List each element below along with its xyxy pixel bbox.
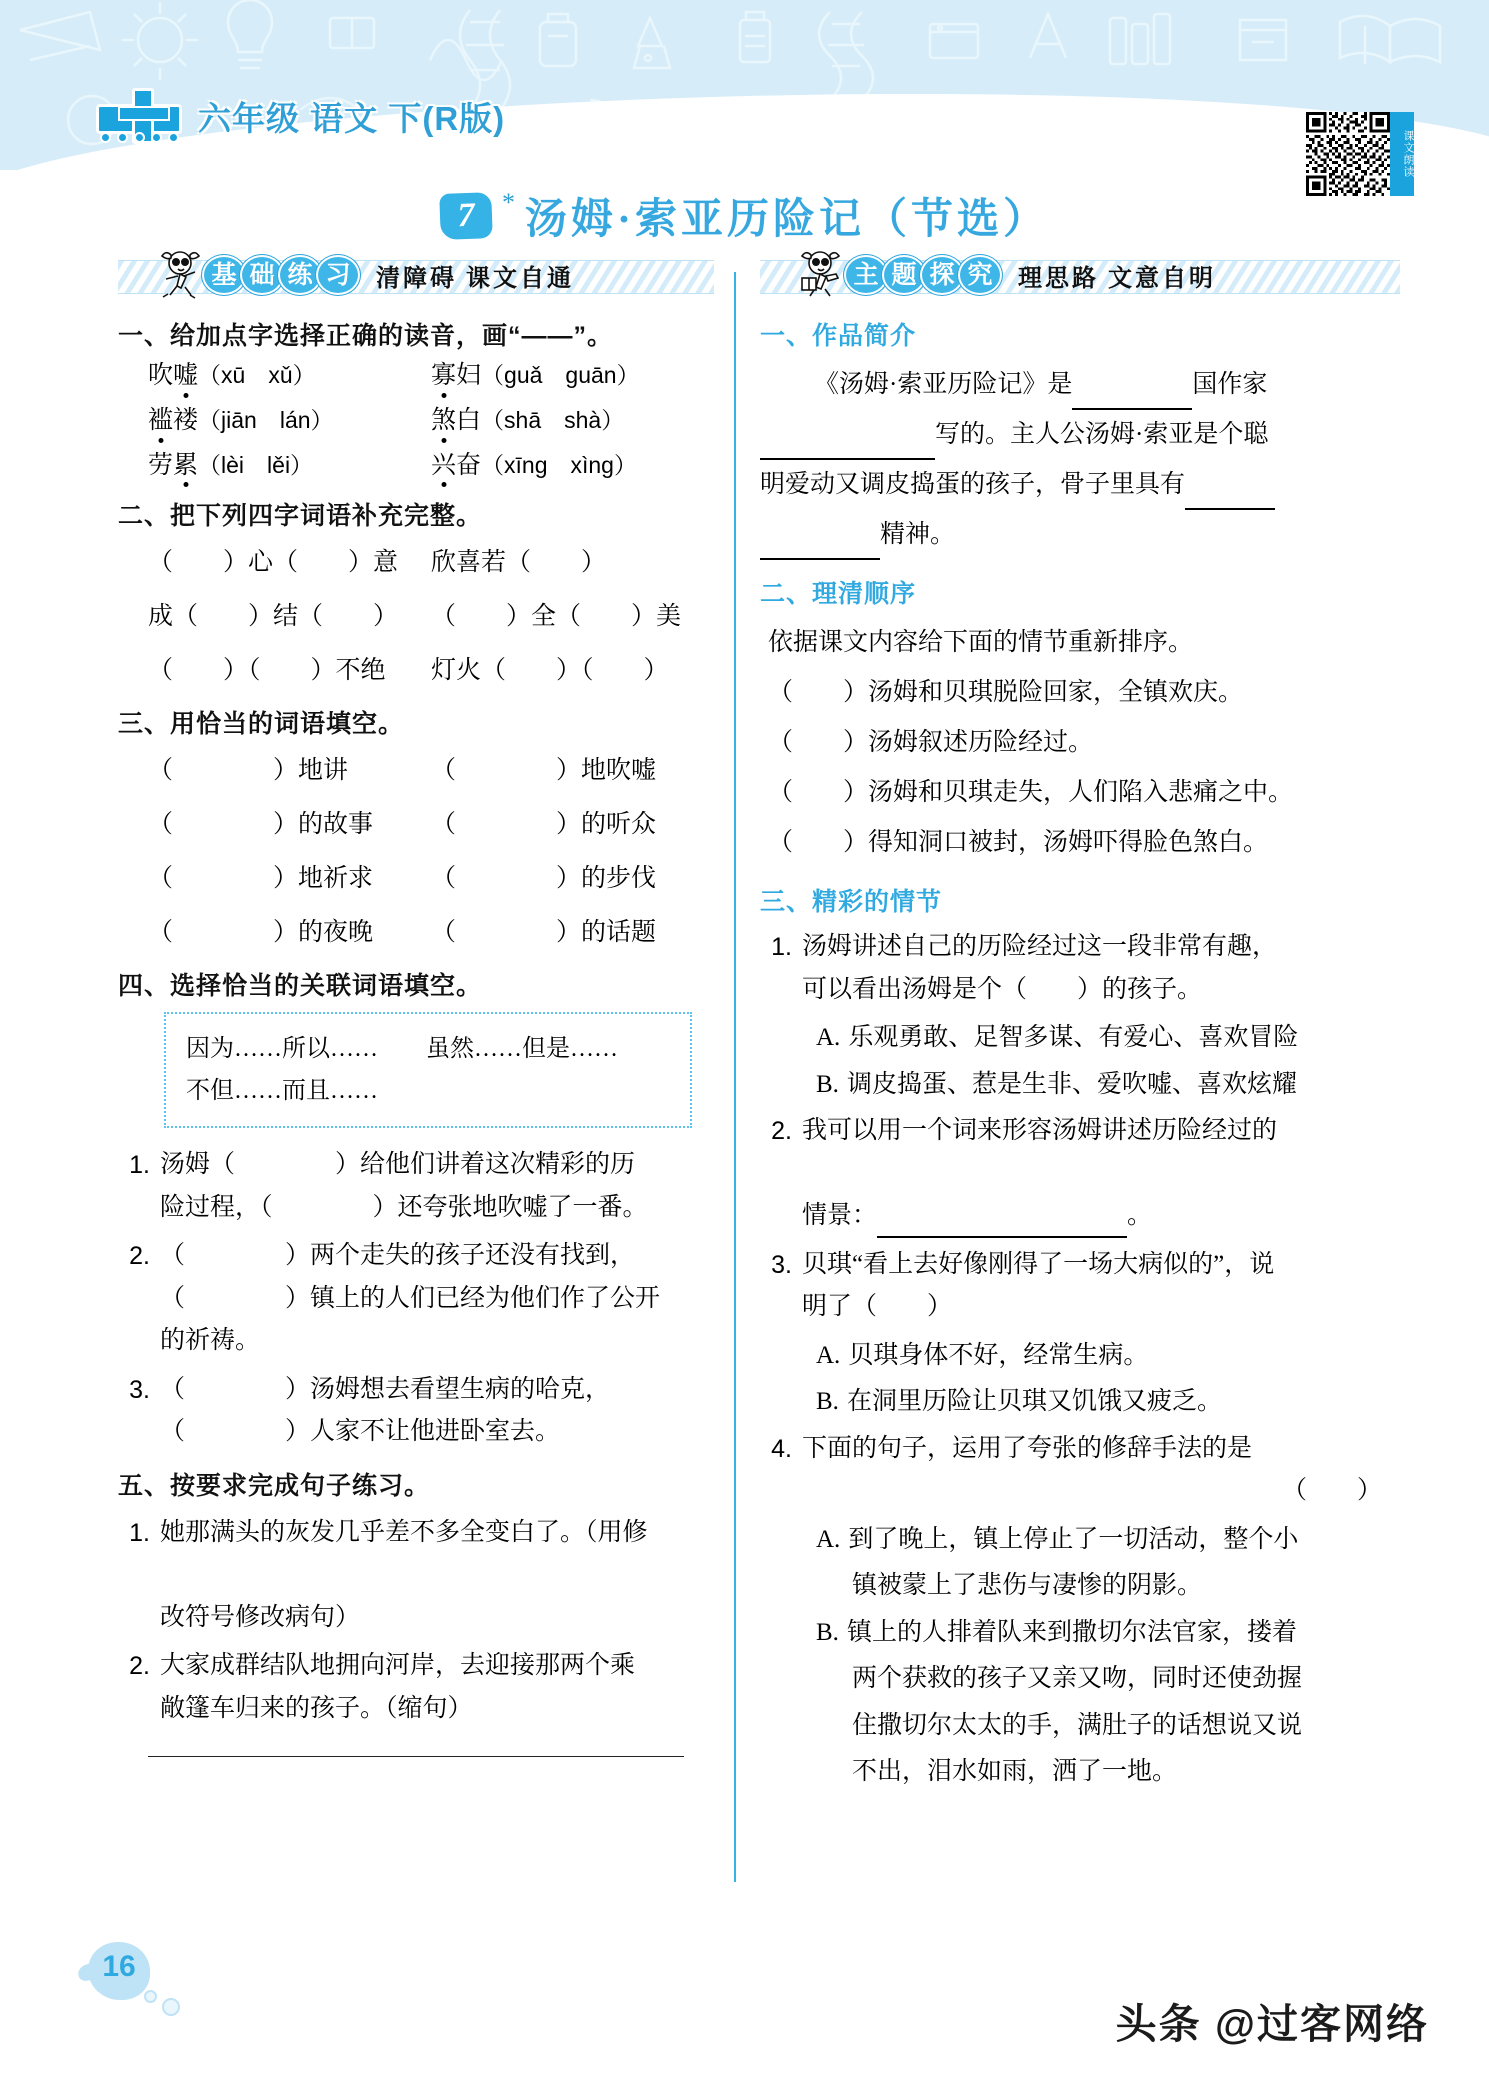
dotted-char: 累 [173,451,199,479]
column-divider [734,272,736,1882]
option-text: 镇上的人排着队来到撒切尔法官家，搂着 [846,1618,1297,1646]
fill-blank[interactable] [1185,508,1275,510]
idiom-blank[interactable]: （ ）心（ ）意 [148,549,399,577]
work-intro-paragraph [760,510,1400,560]
qr-label: 课文朗读 [1390,112,1414,196]
section-3-question-1 [760,926,1400,1011]
dotted-char: 兴 [431,451,457,479]
option-label: B. [816,1388,839,1415]
intro-text: 写的。主人公汤姆·索亚是个聪 [935,421,1269,448]
section-3-question-4 [760,1428,1400,1513]
item-line[interactable]: （ ） [1281,1477,1382,1504]
option-text: 乐观勇敢、足智多谋、有爱心、喜欢冒险 [848,1024,1299,1051]
item-line: 敞篷车归来的孩子。（缩句） [160,1694,473,1722]
work-intro-paragraph [760,410,1400,460]
option-b-cont [852,1658,1400,1701]
brand-title: 六年级 语文 下(R版) [198,99,506,137]
banner-bubbles [208,255,360,295]
pinyin-item [148,407,431,436]
page-header-band [0,0,1489,170]
item-line: 汤姆（ ）给他们讲着这次精彩的历 [160,1151,636,1179]
collocation-row [148,804,714,840]
option-label: B. [816,1070,839,1098]
lesson-title [0,186,1489,246]
item-line: 贝琪“看上去好像刚得了一场大病似的”，说 [802,1250,1275,1278]
option-a[interactable] [816,1335,1400,1378]
item-line: 大家成群结队地拥向河岸，去迎接那两个乘 [160,1652,636,1680]
option-label: A. [816,1024,841,1051]
exercise-4-heading: 四、选择恰当的关联词语填空。 [118,972,483,1001]
item-number: 1. [129,1518,150,1547]
mascot-reading-icon [794,250,848,300]
section-2-heading: 二、理清顺序 [760,580,917,608]
item-text[interactable] [160,1235,714,1363]
word-part: 劳 [148,451,174,479]
item-line: （ ）镇上的人们已经为他们作了公开 [160,1284,661,1312]
banner-bubble: 练 [278,255,322,295]
order-item[interactable]: （ ）汤姆和贝琪走失，人们陷入悲痛之中。 [768,779,1294,806]
intro-text: 《汤姆·索亚历险记》是 [814,371,1073,398]
page-number-badge [78,1942,156,2006]
exercise-4-item [118,1144,714,1229]
option-b[interactable] [816,1064,1400,1107]
banner-bubble: 基 [202,255,246,295]
item-text [802,1244,1400,1329]
word-part: 奋 [456,451,482,479]
banner-bubble: 题 [882,255,926,295]
option-text: 两个获救的孩子又亲又吻，同时还使劲握 [852,1665,1303,1692]
item-line: 险过程，（ ）还夸张地吹嘘了一番。 [160,1193,648,1221]
pinyin-options[interactable]: （xū xǔ） [198,362,316,388]
collocation-row [148,750,714,786]
option-text: 贝琪身体不好，经常生病。 [848,1341,1149,1369]
banner-bubbles [850,255,1002,295]
banner-bubble: 主 [844,255,888,295]
brand-mark-icon [96,88,182,144]
pinyin-options[interactable]: （jiān lán） [198,406,334,433]
collocation-blank[interactable]: （ ）的话题 [431,919,657,947]
item-text[interactable] [160,1645,714,1730]
item-line[interactable]: 明了（ ） [802,1293,953,1320]
pinyin-options[interactable]: （guǎ guān） [481,362,640,388]
mascot-running-icon [152,250,206,300]
theme-exploration-banner [760,248,1400,302]
item-text[interactable] [160,1369,714,1454]
idiom-blank[interactable]: （ ）（ ）不绝 [148,657,386,685]
word-part: 白 [456,406,482,434]
collocation-row [148,912,714,948]
banner-bubble: 探 [920,255,964,295]
section-3-heading: 三、精彩的情节 [760,888,943,916]
pinyin-item [431,362,714,391]
order-item[interactable]: （ ）得知洞口被封，汤姆吓得脸色煞白。 [768,829,1269,856]
exercise-3-heading: 三、用恰当的词语填空。 [118,710,405,739]
work-intro-paragraph [760,460,1400,510]
pinyin-item [148,452,431,481]
option-a[interactable] [816,1519,1400,1562]
item-text [802,1428,1400,1513]
option-text: 在洞里历险让贝琪又饥饿又疲乏。 [846,1388,1222,1415]
order-item[interactable]: （ ）汤姆叙述历险经过。 [768,729,1094,756]
item-number: 1. [129,1151,150,1180]
item-number: 1. [771,933,792,961]
collocation-blank[interactable]: （ ）的听众 [431,811,657,839]
section-2-intro: 依据课文内容给下面的情节重新排序。 [768,629,1194,656]
option-b-cont [852,1705,1400,1748]
collocation-blank[interactable]: （ ）地吹嘘 [431,757,657,785]
conjunction-word-bank [164,1012,692,1128]
exercise-2-heading: 二、把下列四字词语补充完整。 [118,502,483,531]
lesson-number-badge: 7 [439,192,493,240]
option-text: 镇被蒙上了悲伤与凄惨的阴影。 [852,1572,1203,1599]
word-bank-line: 因为……所以…… 虽然……但是…… [186,1036,618,1063]
option-text: 到了晚上，镇上停止了一切活动，整个小 [848,1525,1299,1553]
item-number: 3. [129,1375,150,1404]
idiom-row [148,596,714,632]
pinyin-row [148,407,714,436]
pinyin-item [148,362,431,391]
idiom-blank[interactable]: 欣喜若（ ） [431,549,607,577]
exercise-1-heading: 一、给加点字选择正确的读音，画“——”。 [118,322,614,350]
banner-bubble: 础 [240,255,284,295]
item-line: 情景： [802,1202,878,1229]
work-intro-paragraph [760,360,1400,410]
dotted-char: 煞 [431,406,457,434]
qr-code-icon [1306,112,1390,196]
collocation-blank[interactable]: （ ）地祈求 [148,865,374,893]
banner-bubble: 习 [316,255,360,295]
banner-subtitle: 理思路 文意自明 [1018,265,1216,292]
item-text[interactable] [160,1144,714,1229]
item-number: 4. [771,1434,792,1463]
lesson-star-mark: * [501,188,515,217]
dotted-char: 褴 [148,406,174,434]
option-a-cont [852,1565,1400,1608]
dotted-char: 嘘 [173,362,199,389]
item-line: 。 [1127,1202,1153,1229]
exercise-5-item [118,1645,714,1730]
item-text[interactable] [160,1512,714,1640]
option-label: A. [816,1525,841,1553]
item-line: （ ）人家不让他进卧室去。 [160,1418,561,1446]
option-b[interactable] [816,1612,1400,1655]
section-3-question-2 [760,1110,1400,1238]
item-line: 下面的句子，运用了夸张的修辞手法的是 [802,1434,1253,1462]
intro-text: 国作家 [1192,371,1268,398]
pinyin-options[interactable]: （lèi lěi） [198,451,314,478]
pinyin-item [431,452,714,481]
word-part: 吹 [148,362,174,389]
order-item[interactable]: （ ）汤姆和贝琪脱险回家，全镇欢庆。 [768,679,1244,706]
idiom-blank[interactable]: （ ）全（ ）美 [431,603,682,631]
option-text: 不出，泪水如雨，洒了一地。 [852,1758,1178,1785]
left-column [118,248,714,1757]
dotted-char: 寡 [431,362,457,389]
collocation-blank[interactable]: （ ）地讲 [148,757,349,785]
page-number: 16 [102,1950,136,1983]
exercise-5-heading: 五、按要求完成句子练习。 [118,1471,431,1500]
option-a[interactable] [816,1017,1400,1060]
lesson-name: 汤姆·索亚历险记（节选） [524,197,1049,243]
collocation-blank[interactable]: （ ）的故事 [148,811,374,839]
section-1-heading: 一、作品简介 [760,322,917,350]
pinyin-row [148,452,714,481]
option-text: 调皮捣蛋、惹是生非、爱吹嘘、喜欢炫耀 [846,1070,1297,1098]
item-line: 汤姆讲述自己的历险经过这一段非常有趣， [802,933,1278,960]
exercise-5-item [118,1512,714,1640]
right-column [760,248,1400,1798]
answer-write-line[interactable] [148,1756,684,1757]
item-line: 我可以用一个词来形容汤姆讲述历险经过的 [802,1117,1278,1144]
fill-blank[interactable] [877,1236,1127,1238]
item-number: 2. [771,1117,792,1145]
pinyin-options[interactable]: （xīng xìng） [481,451,637,478]
pinyin-row [148,362,714,391]
item-number: 2. [129,1242,150,1271]
idiom-row [148,650,714,686]
exercise-4-item [118,1235,714,1363]
audio-qr-code[interactable] [1306,112,1414,196]
option-text: 住撒切尔太太的手，满肚子的话想说又说 [852,1711,1303,1739]
intro-text: 明爱动又调皮捣蛋的孩子，骨子里具有 [760,471,1186,498]
collocation-blank[interactable]: （ ）的步伐 [431,865,657,893]
idiom-row [148,542,714,578]
banner-bubble: 究 [958,255,1002,295]
word-bank-line: 不但……而且…… [186,1078,378,1105]
idiom-blank[interactable]: 成（ ）结（ ） [148,603,399,631]
item-text [802,926,1400,1011]
option-label: B. [816,1618,839,1646]
word-part: 妇 [456,362,482,389]
banner-subtitle: 清障碍 课文自通 [376,265,574,292]
item-text [802,1110,1400,1238]
item-number: 3. [771,1250,792,1279]
item-line: （ ）两个走失的孩子还没有找到， [160,1242,636,1270]
idiom-blank[interactable]: 灯火（ ）（ ） [431,657,669,685]
brand-logo [96,88,505,144]
option-b[interactable] [816,1381,1400,1424]
collocation-blank[interactable]: （ ）的夜晚 [148,919,374,947]
collocation-row [148,858,714,894]
item-line: 改符号修改病句） [160,1603,361,1631]
section-3-question-3 [760,1244,1400,1329]
word-part: 褛 [173,406,199,434]
item-line: 她那满头的灰发几乎差不多全变白了。（用修 [160,1518,648,1546]
item-line[interactable]: 可以看出汤姆是个（ ）的孩子。 [802,975,1203,1003]
pinyin-options[interactable]: （shā shà） [481,406,625,433]
intro-text: 精神。 [880,521,956,548]
fill-blank[interactable] [760,558,880,560]
option-b-cont [852,1751,1400,1794]
pinyin-item [431,407,714,436]
item-number: 2. [129,1652,150,1681]
exercise-4-item [118,1369,714,1454]
item-line: 的祈祷。 [160,1327,261,1355]
item-line: （ ）汤姆想去看望生病的哈克， [160,1375,611,1403]
watermark: 头条 @过客网络 [1115,2001,1429,2047]
option-label: A. [816,1341,841,1369]
basic-practice-banner [118,248,714,302]
